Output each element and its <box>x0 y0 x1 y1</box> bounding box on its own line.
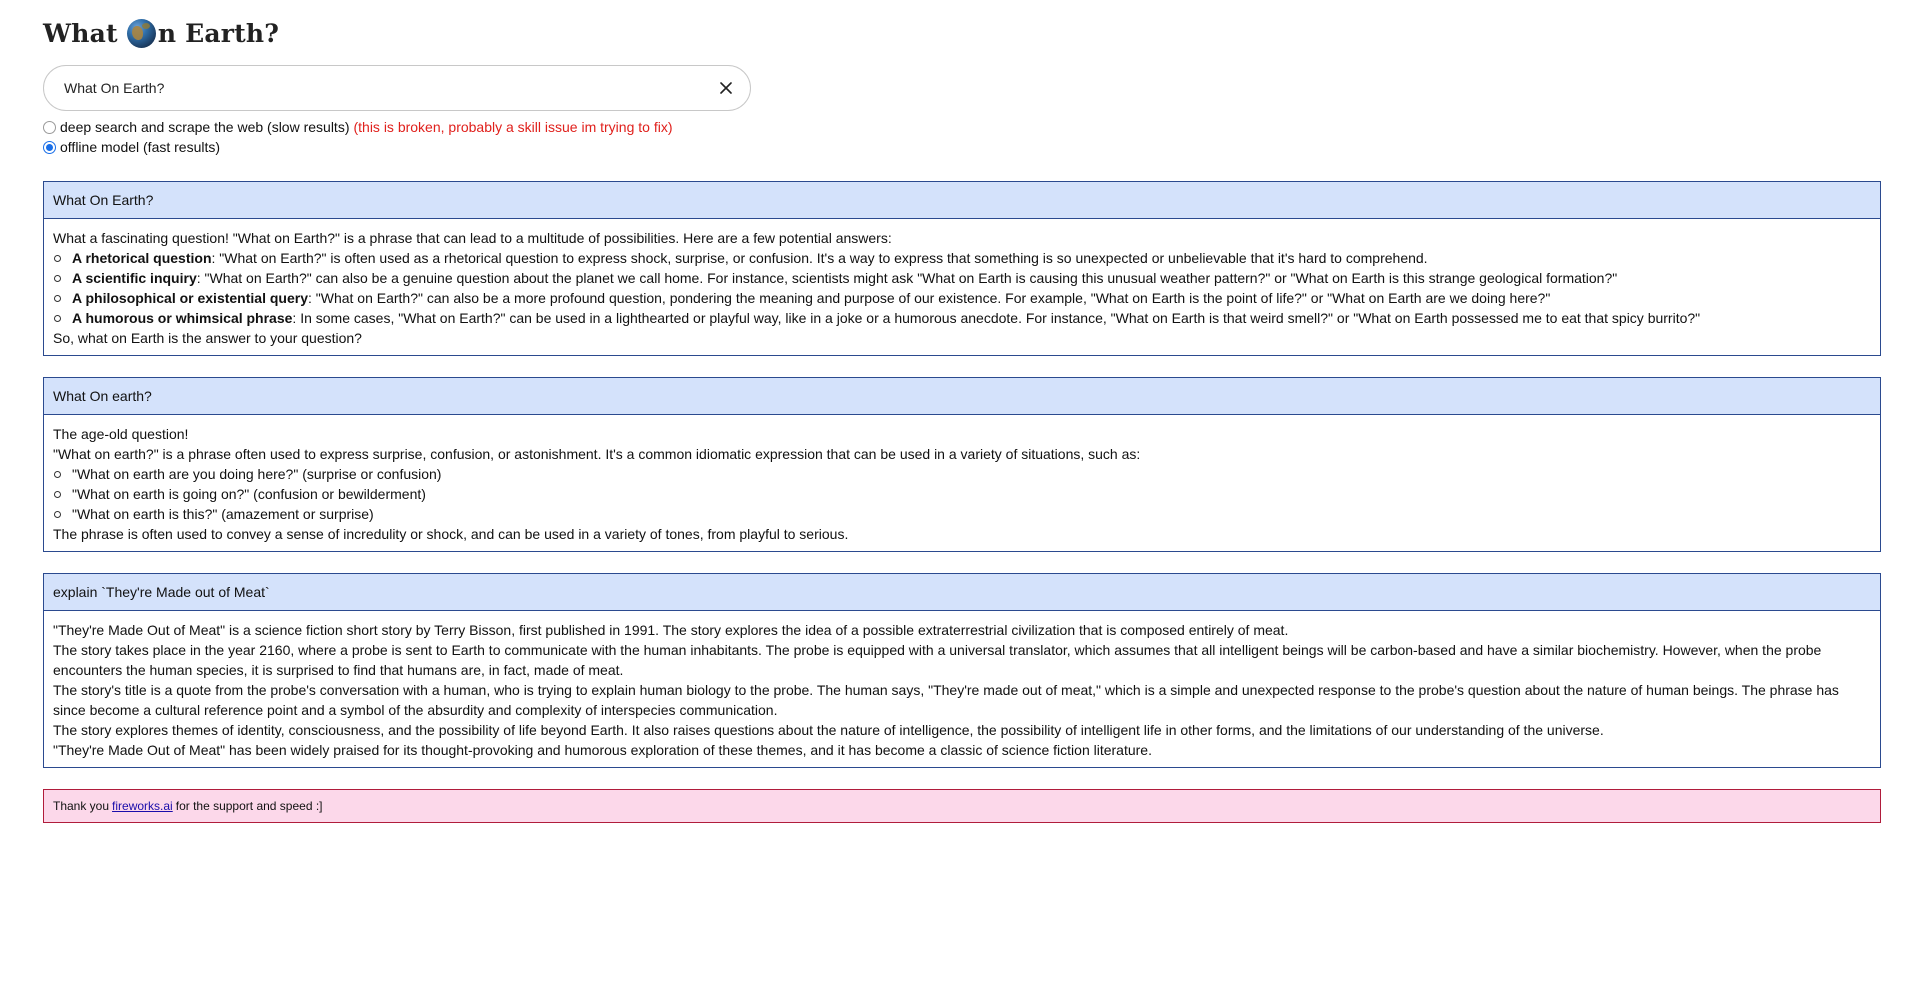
list-item: "What on earth are you doing here?" (surprise or confusion) <box>53 464 1871 484</box>
close-icon <box>720 82 732 94</box>
result-card <box>43 573 1881 768</box>
list-item-text: : In some cases, "What on Earth?" can be used in a lighthearted or playful way, like in a joke or a humorous anecdote. For instance, "What on Earth is that weird smell?" or "What on Earth possessed me to eat that spicy burrito?" <box>292 310 1701 326</box>
list-item-heading: A philosophical or existential query <box>72 290 308 306</box>
answer-list <box>53 464 1871 524</box>
answer-paragraph: The phrase is often used to convey a sense of incredulity or shock, and can be used in a variety of tones, from playful to serious. <box>53 526 849 542</box>
answer-paragraph: The story explores themes of identity, consciousness, and the possibility of life beyond Earth. It also raises questions about the nature of intelligence, the possibility of intelligent life in other forms, and the limitations of our understanding of the universe. <box>53 722 1604 738</box>
deep-search-label: deep search and scrape the web (slow results) <box>60 119 350 135</box>
list-item-text: : "What on Earth?" can also be a more profound question, pondering the meaning and purpose of our existence. For example, "What on Earth is the point of life?" or "What on Earth are we doing here?" <box>307 290 1551 306</box>
list-item <box>53 288 1871 308</box>
list-item-heading: A rhetorical question <box>72 250 212 266</box>
thanks-text-after: for the support and speed :] <box>175 799 323 813</box>
result-card <box>43 181 1881 356</box>
search-input[interactable] <box>64 80 716 96</box>
title-text-before: What <box>43 18 118 48</box>
result-answer <box>44 415 1880 551</box>
search-box <box>43 65 751 111</box>
thanks-banner <box>43 789 1881 823</box>
option-deep-search[interactable] <box>43 117 1867 137</box>
result-query: What On earth? <box>44 378 1880 415</box>
answer-paragraph: So, what on Earth is the answer to your question? <box>53 330 362 346</box>
answer-paragraph: What a fascinating question! "What on Earth?" is a phrase that can lead to a multitude of possibilities. Here are a few potential answers: <box>53 230 892 246</box>
answer-paragraph: "What on earth?" is a phrase often used to express surprise, confusion, or astonishment. It's a common idiomatic expression that can be used in a variety of situations, such as: <box>53 446 1141 462</box>
answer-paragraph: "They're Made Out of Meat" is a science fiction short story by Terry Bisson, first published in 1991. The story explores the idea of a possible extraterrestrial civilization that is composed entirely of meat. <box>53 622 1289 638</box>
clear-search-button[interactable] <box>716 78 736 98</box>
deep-search-warning: (this is broken, probably a skill issue im trying to fix) <box>353 119 673 135</box>
list-item: "What on earth is this?" (amazement or surprise) <box>53 504 1871 524</box>
answer-paragraph: The age-old question! <box>53 426 189 442</box>
list-item: "What on earth is going on?" (confusion or bewilderment) <box>53 484 1871 504</box>
answer-paragraph: "They're Made Out of Meat" has been widely praised for its thought-provoking and humorous exploration of these themes, and it has become a classic of science fiction literature. <box>53 742 1152 758</box>
results-list <box>43 181 1867 768</box>
result-query: explain `They're Made out of Meat` <box>44 574 1880 611</box>
offline-model-radio[interactable] <box>43 141 56 154</box>
list-item-text: : "What on Earth?" is often used as a rhetorical question to express shock, surprise, or confusion. It's a way to express that something is so unexpected or unbelievable that it's hard to comprehend. <box>211 250 1428 266</box>
title-text-after: n Earth? <box>157 18 280 48</box>
fireworks-link[interactable]: fireworks.ai <box>112 799 173 813</box>
offline-model-label: offline model (fast results) <box>60 139 221 155</box>
deep-search-radio[interactable] <box>43 121 56 134</box>
list-item <box>53 308 1871 328</box>
globe-icon <box>127 19 156 48</box>
answer-paragraph: The story takes place in the year 2160, where a probe is sent to Earth to communicate with the human inhabitants. The probe is equipped with a universal translator, which assumes that all intelligent beings will be carbon-based and have a similar biochemistry. However, when the probe encounters the human species, it is surprised to find that humans are, in fact, made of meat. <box>53 642 1822 678</box>
result-answer <box>44 219 1880 355</box>
option-offline-model[interactable] <box>43 137 1867 157</box>
answer-paragraph: The story's title is a quote from the probe's conversation with a human, who is trying to explain human biology to the probe. The human says, "They're made out of meat," which is a simple and unexpected response to the probe's question about the nature of human beings. The phrase has since become a cultural reference point and a symbol of the absurdity and complexity of interspecies communication. <box>53 682 1839 718</box>
list-item-heading: A humorous or whimsical phrase <box>72 310 293 326</box>
answer-list <box>53 248 1871 328</box>
list-item-heading: A scientific inquiry <box>72 270 197 286</box>
search-mode-options <box>43 117 1867 157</box>
result-answer <box>44 611 1880 767</box>
list-item-text: : "What on Earth?" can also be a genuine question about the planet we call home. For instance, scientists might ask "What on Earth is causing this unusual weather pattern?" or "What on Earth is this strange geological formation?" <box>196 270 1618 286</box>
result-query: What On Earth? <box>44 182 1880 219</box>
thanks-text-before: Thank you <box>53 799 110 813</box>
list-item <box>53 248 1871 268</box>
list-item <box>53 268 1871 288</box>
result-card <box>43 377 1881 552</box>
page-title <box>43 18 1867 48</box>
